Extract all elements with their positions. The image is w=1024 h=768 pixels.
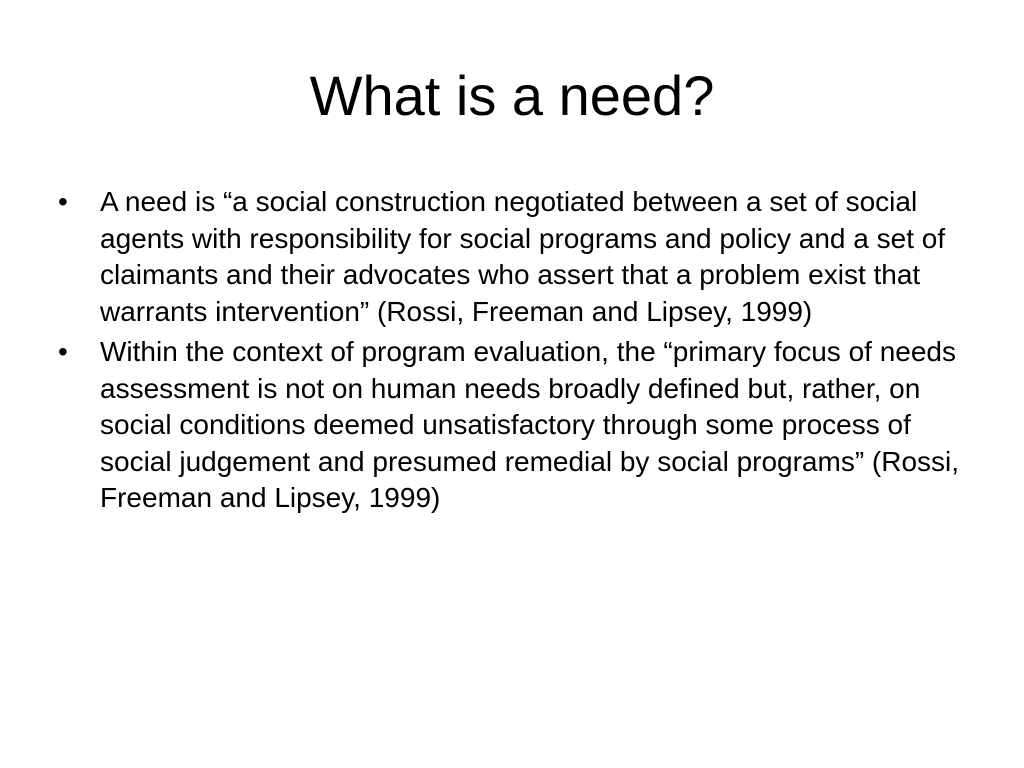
bullet-text: A need is “a social construction negotiated between a set of social agents with responsibility for social programs and policy and a set of claimants and their advocates who assert that a problem exist that warrants intervention” (Rossi, Freeman and Lipsey, 1999) — [100, 186, 946, 327]
bullet-icon: • — [58, 186, 68, 217]
bullet-text: Within the context of program evaluation, the “primary focus of needs assessment is not on human needs broadly defined but, rather, on social conditions deemed unsatisfactory through some process of social judgement and presumed remedial by social programs” (Rossi, Freeman and Lipsey, 1999) — [100, 336, 960, 513]
bullet-item-program-evaluation — [58, 334, 974, 517]
bullet-list — [58, 184, 974, 521]
bullet-item-need-definition — [58, 184, 974, 330]
bullet-icon: • — [58, 336, 68, 367]
slide-title: What is a need? — [309, 64, 715, 127]
